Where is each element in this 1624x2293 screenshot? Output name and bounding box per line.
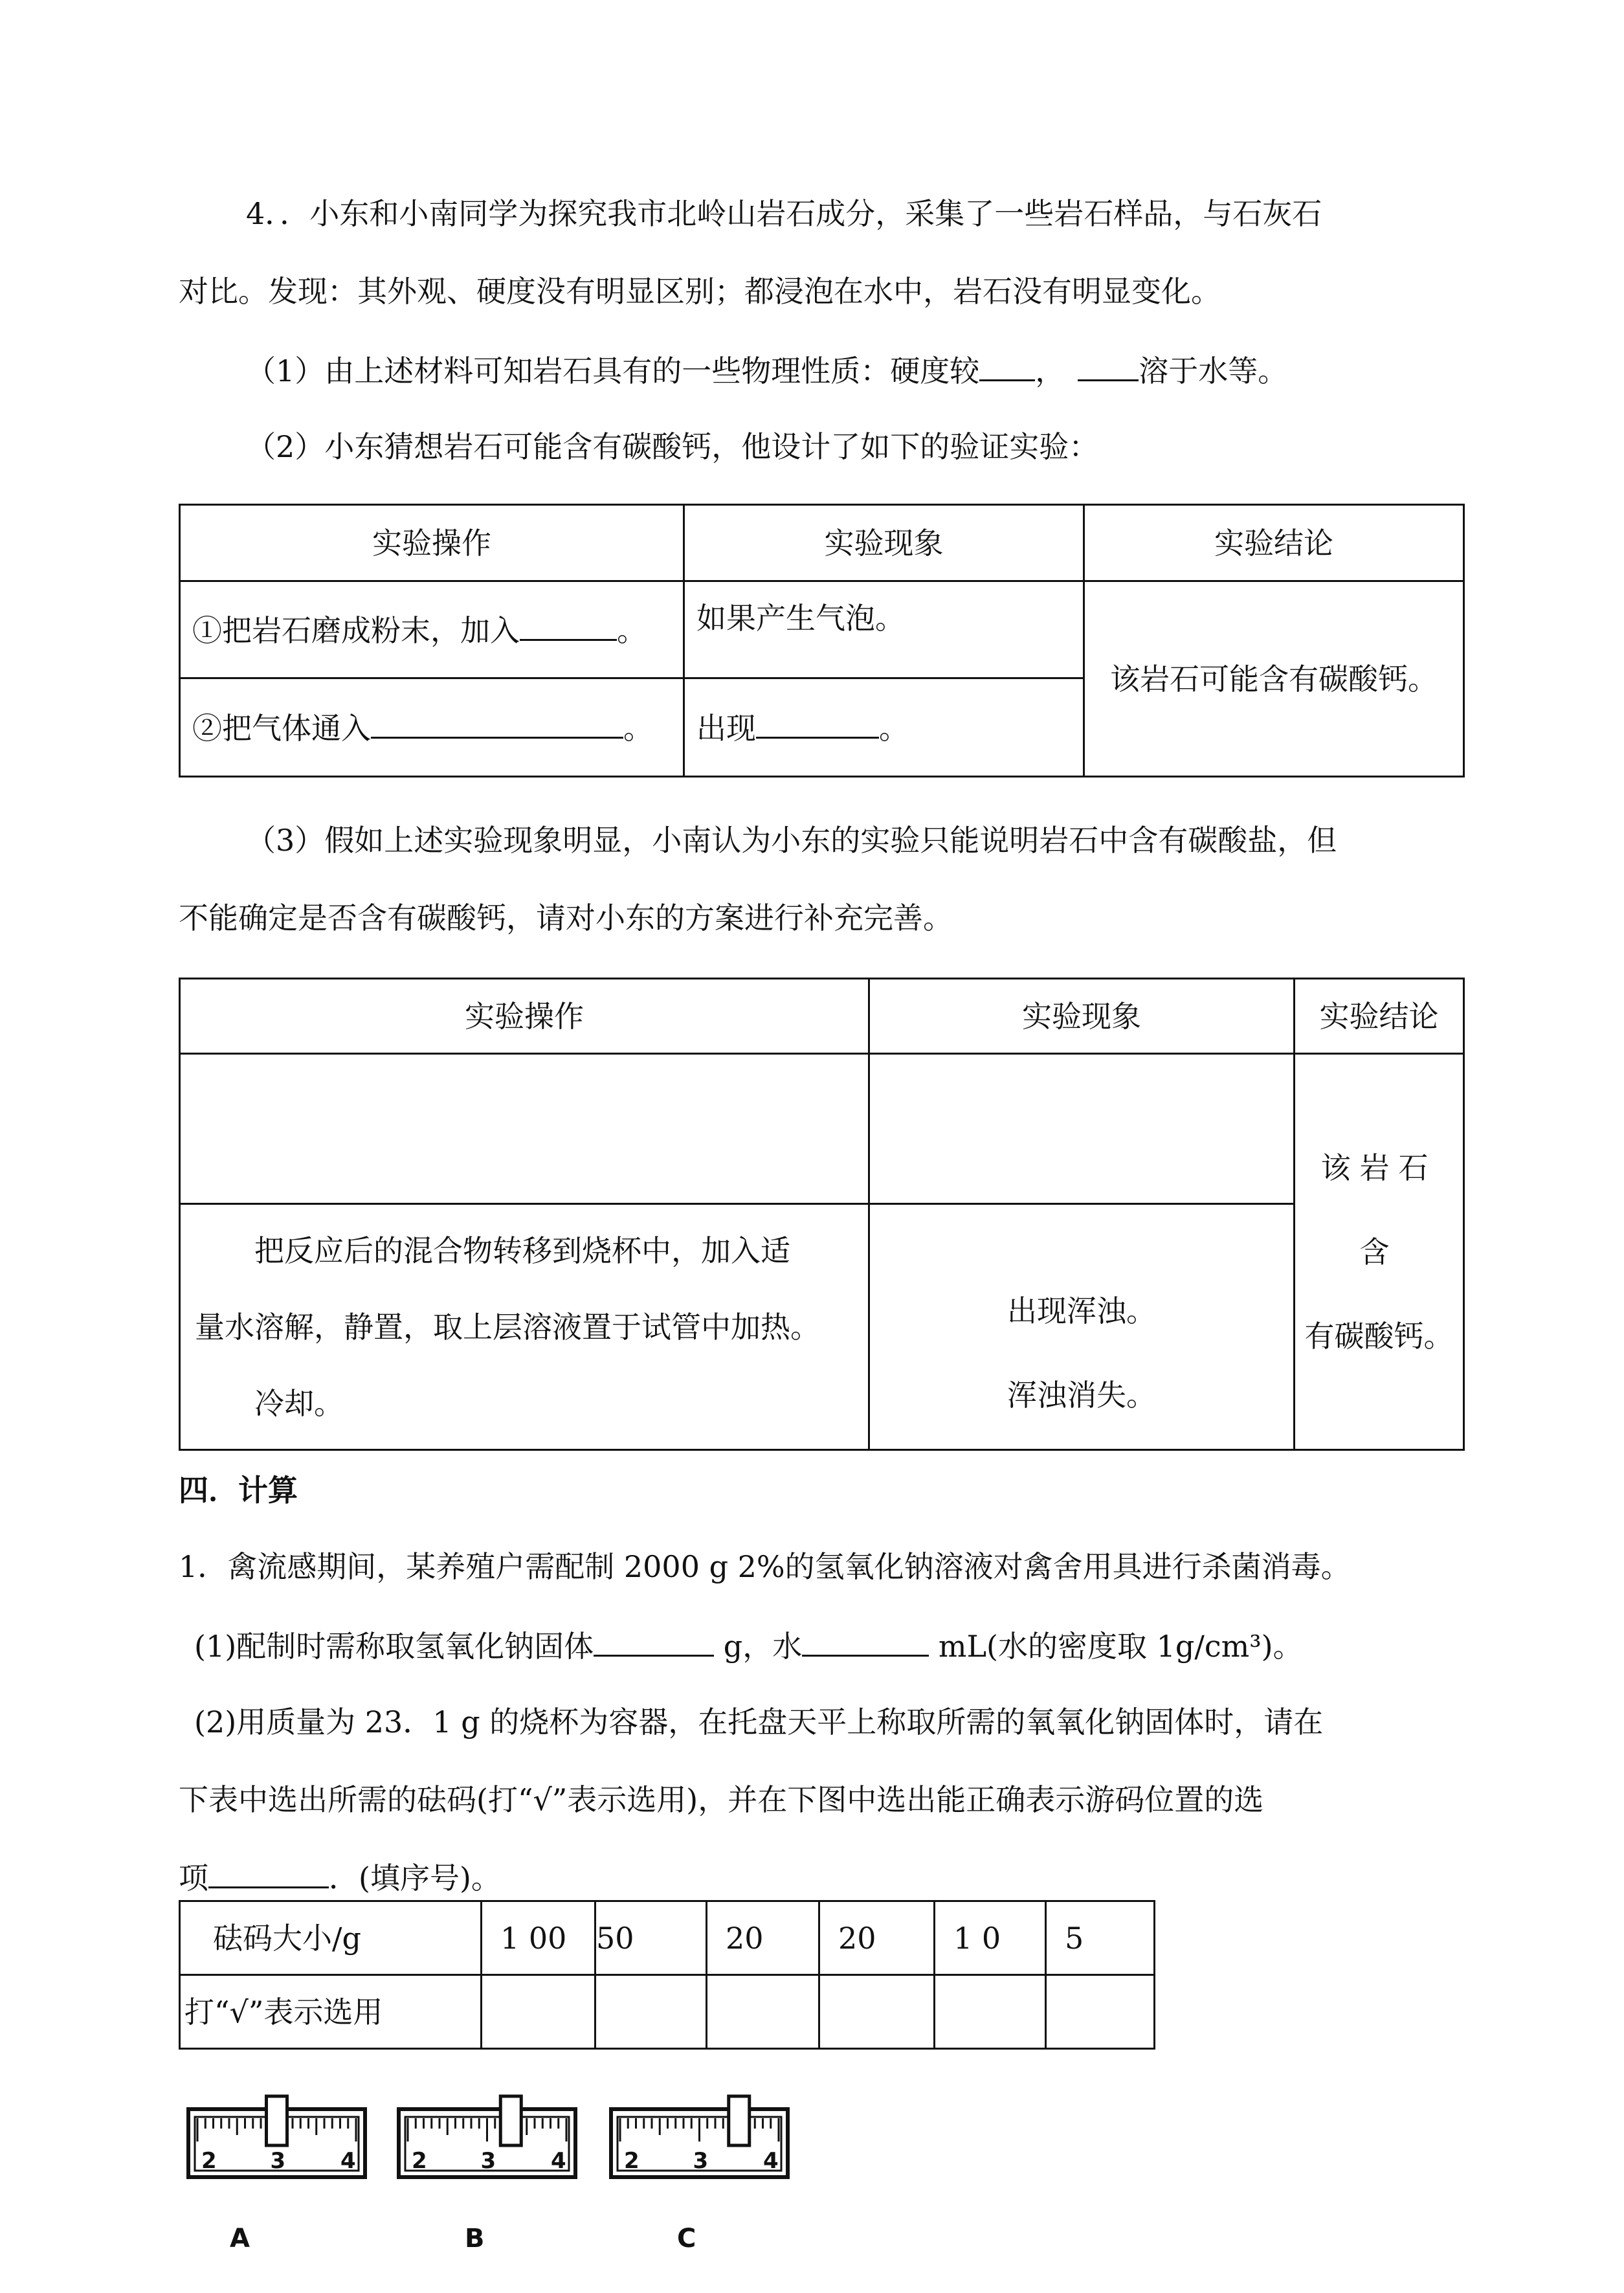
experiment-table-1	[179, 504, 1465, 777]
rider-marker	[267, 2096, 287, 2145]
ruler-scale-b	[395, 2091, 579, 2185]
blank-hardness[interactable]	[979, 350, 1035, 381]
q4-part1-text-b: ，	[1035, 353, 1065, 388]
option-label-c: C	[677, 2224, 696, 2254]
table1-row1-phenomenon: 如果产生气泡。	[684, 581, 1084, 678]
table1-row2-phenomenon	[684, 678, 1084, 777]
q4-part1-text-a: （1）由上述材料可知岩石具有的一些物理性质：硬度较	[246, 353, 980, 388]
ruler-tick-label: 4	[763, 2148, 779, 2174]
rider-marker	[729, 2096, 750, 2145]
experiment-table-2	[179, 978, 1465, 1451]
q4-part1-text-c: 溶于水等。	[1139, 353, 1288, 388]
q4-intro-line2: 对比。发现：其外观、硬度没有明显区别；都浸泡在水中，岩石没有明显变化。	[179, 274, 1221, 309]
ruler-scale-a	[184, 2091, 369, 2185]
option-label-a: A	[230, 2224, 250, 2254]
table2-phen-line2: 浑浊消失。	[1007, 1377, 1156, 1413]
table1-row2-operation	[180, 678, 684, 777]
ruler-tick-label: 2	[412, 2148, 427, 2174]
blank-phenomenon[interactable]	[756, 707, 879, 739]
option-label-b: B	[465, 2224, 485, 2254]
ruler-tick-label: 3	[480, 2148, 496, 2174]
table1-row2-phen-text: 出现	[696, 711, 756, 746]
rider-option-c[interactable]	[607, 2091, 792, 2254]
section4-q1-part2-line3	[179, 1857, 501, 1897]
q4-part1	[246, 350, 1287, 390]
check-cell-10[interactable]	[935, 1975, 1046, 2049]
check-cell-50[interactable]	[595, 1975, 707, 2049]
ruler-tick-label: 4	[551, 2148, 566, 2174]
check-cell-100[interactable]	[482, 1975, 595, 2049]
ruler-tick-label: 3	[270, 2148, 286, 2174]
weights-row1-label: 砝码大小/g	[180, 1901, 482, 1975]
ruler-tick-label: 2	[201, 2148, 217, 2174]
blank-option-choice[interactable]	[208, 1857, 329, 1888]
q1-part1-text-a: (1)配制时需称取氢氧化钠固体	[194, 1629, 594, 1664]
table1-row2-op-text: ②把气体通入	[192, 711, 371, 746]
table1-header-phenomenon: 实验现象	[684, 505, 1084, 581]
blank-solubility[interactable]	[1078, 350, 1139, 381]
weight-20-b: 20	[819, 1901, 935, 1975]
ruler-tick-label: 3	[693, 2148, 709, 2174]
table2-row2-phenomenon	[869, 1204, 1295, 1450]
ruler-tick-label: 2	[624, 2148, 640, 2174]
weight-20-a: 20	[707, 1901, 819, 1975]
table1-row2-op-end: 。	[623, 711, 653, 746]
rider-option-b[interactable]	[395, 2091, 579, 2254]
table1-row1-op-end: 。	[617, 613, 647, 648]
table1-header-operation: 实验操作	[180, 505, 684, 581]
table2-header-conclusion: 实验结论	[1295, 979, 1464, 1054]
q4-part2: （2）小东猜想岩石可能含有碳酸钙，他设计了如下的验证实验：	[246, 429, 1099, 464]
q4-intro-line1: 4．．小东和小南同学为探究我市北岭山岩石成分，采集了一些岩石样品，与石灰石	[246, 196, 1322, 231]
weight-5: 5	[1046, 1901, 1155, 1975]
blank-gas-target[interactable]	[371, 707, 623, 739]
weight-10: 1 0	[935, 1901, 1046, 1975]
q1-part1-text-b: g，水	[714, 1629, 803, 1664]
table2-conclusion-line2: 有碳酸钙。	[1304, 1318, 1454, 1354]
rider-option-a[interactable]	[184, 2091, 369, 2254]
weight-100: 1 00	[482, 1901, 595, 1975]
blank-naoh-mass[interactable]	[594, 1625, 714, 1657]
table2-header-operation: 实验操作	[180, 979, 869, 1054]
blank-reagent[interactable]	[520, 609, 617, 641]
section-heading: 四．计算	[179, 1473, 298, 1508]
section4-q1-part2-line2: 下表中选出所需的砝码(打“√”表示选用)，并在下图中选出能正确表示游码位置的选	[179, 1782, 1264, 1817]
section4-q1-intro: 1．禽流感期间，某养殖户需配制 2000 g 2%的氢氧化钠溶液对禽舍用具进行杀菌消毒。	[179, 1549, 1351, 1584]
table2-op-line1: 把反应后的混合物转移到烧杯中，加入适	[254, 1233, 790, 1268]
ruler-tick-label: 4	[340, 2148, 356, 2174]
q1-part1-text-c: mL(水的密度取 1g/cm³)。	[929, 1629, 1303, 1664]
table2-row1-operation	[180, 1054, 869, 1204]
table1-row1-op-text: ①把岩石磨成粉末，加入	[192, 613, 520, 648]
table2-row1-phenomenon	[869, 1054, 1295, 1204]
q1-part2-text-a: 项	[179, 1861, 208, 1896]
weights-row2-label: 打“√”表示选用	[180, 1975, 482, 2049]
weights-table	[179, 1900, 1155, 2050]
table2-conclusion	[1295, 1054, 1464, 1450]
section4-q1-part2-line1: (2)用质量为 23．1 g 的烧杯为容器，在托盘天平上称取所需的氧氧化钠固体时，请在	[194, 1705, 1324, 1739]
rider-marker	[500, 2096, 521, 2145]
table2-header-phenomenon: 实验现象	[869, 979, 1295, 1054]
table1-row1-operation	[180, 581, 684, 678]
check-cell-20-a[interactable]	[707, 1975, 819, 2049]
table2-conclusion-line1: 该岩石含	[1320, 1150, 1438, 1270]
table1-row2-phen-end: 。	[879, 711, 909, 746]
table2-op-line3: 冷却。	[254, 1385, 344, 1421]
weight-50: 50	[595, 1901, 707, 1975]
table2-phen-line1: 出现浑浊。	[1007, 1293, 1156, 1328]
table1-header-conclusion: 实验结论	[1084, 505, 1464, 581]
section4-q1-part1	[194, 1625, 1303, 1666]
ruler-scale-c	[607, 2091, 792, 2185]
table2-op-line2: 量水溶解，静置，取上层溶液置于试管中加热。	[195, 1309, 820, 1345]
q4-part3-line2: 不能确定是否含有碳酸钙，请对小东的方案进行补充完善。	[179, 900, 953, 935]
table1-conclusion: 该岩石可能含有碳酸钙。	[1084, 581, 1464, 777]
q1-part2-text-b: ．(填序号)。	[329, 1861, 501, 1896]
check-cell-5[interactable]	[1046, 1975, 1155, 2049]
blank-water-volume[interactable]	[802, 1625, 929, 1657]
q4-part3-line1: （3）假如上述实验现象明显，小南认为小东的实验只能说明岩石中含有碳酸盐，但	[246, 823, 1337, 858]
check-cell-20-b[interactable]	[819, 1975, 935, 2049]
table2-row2-operation	[180, 1204, 869, 1450]
